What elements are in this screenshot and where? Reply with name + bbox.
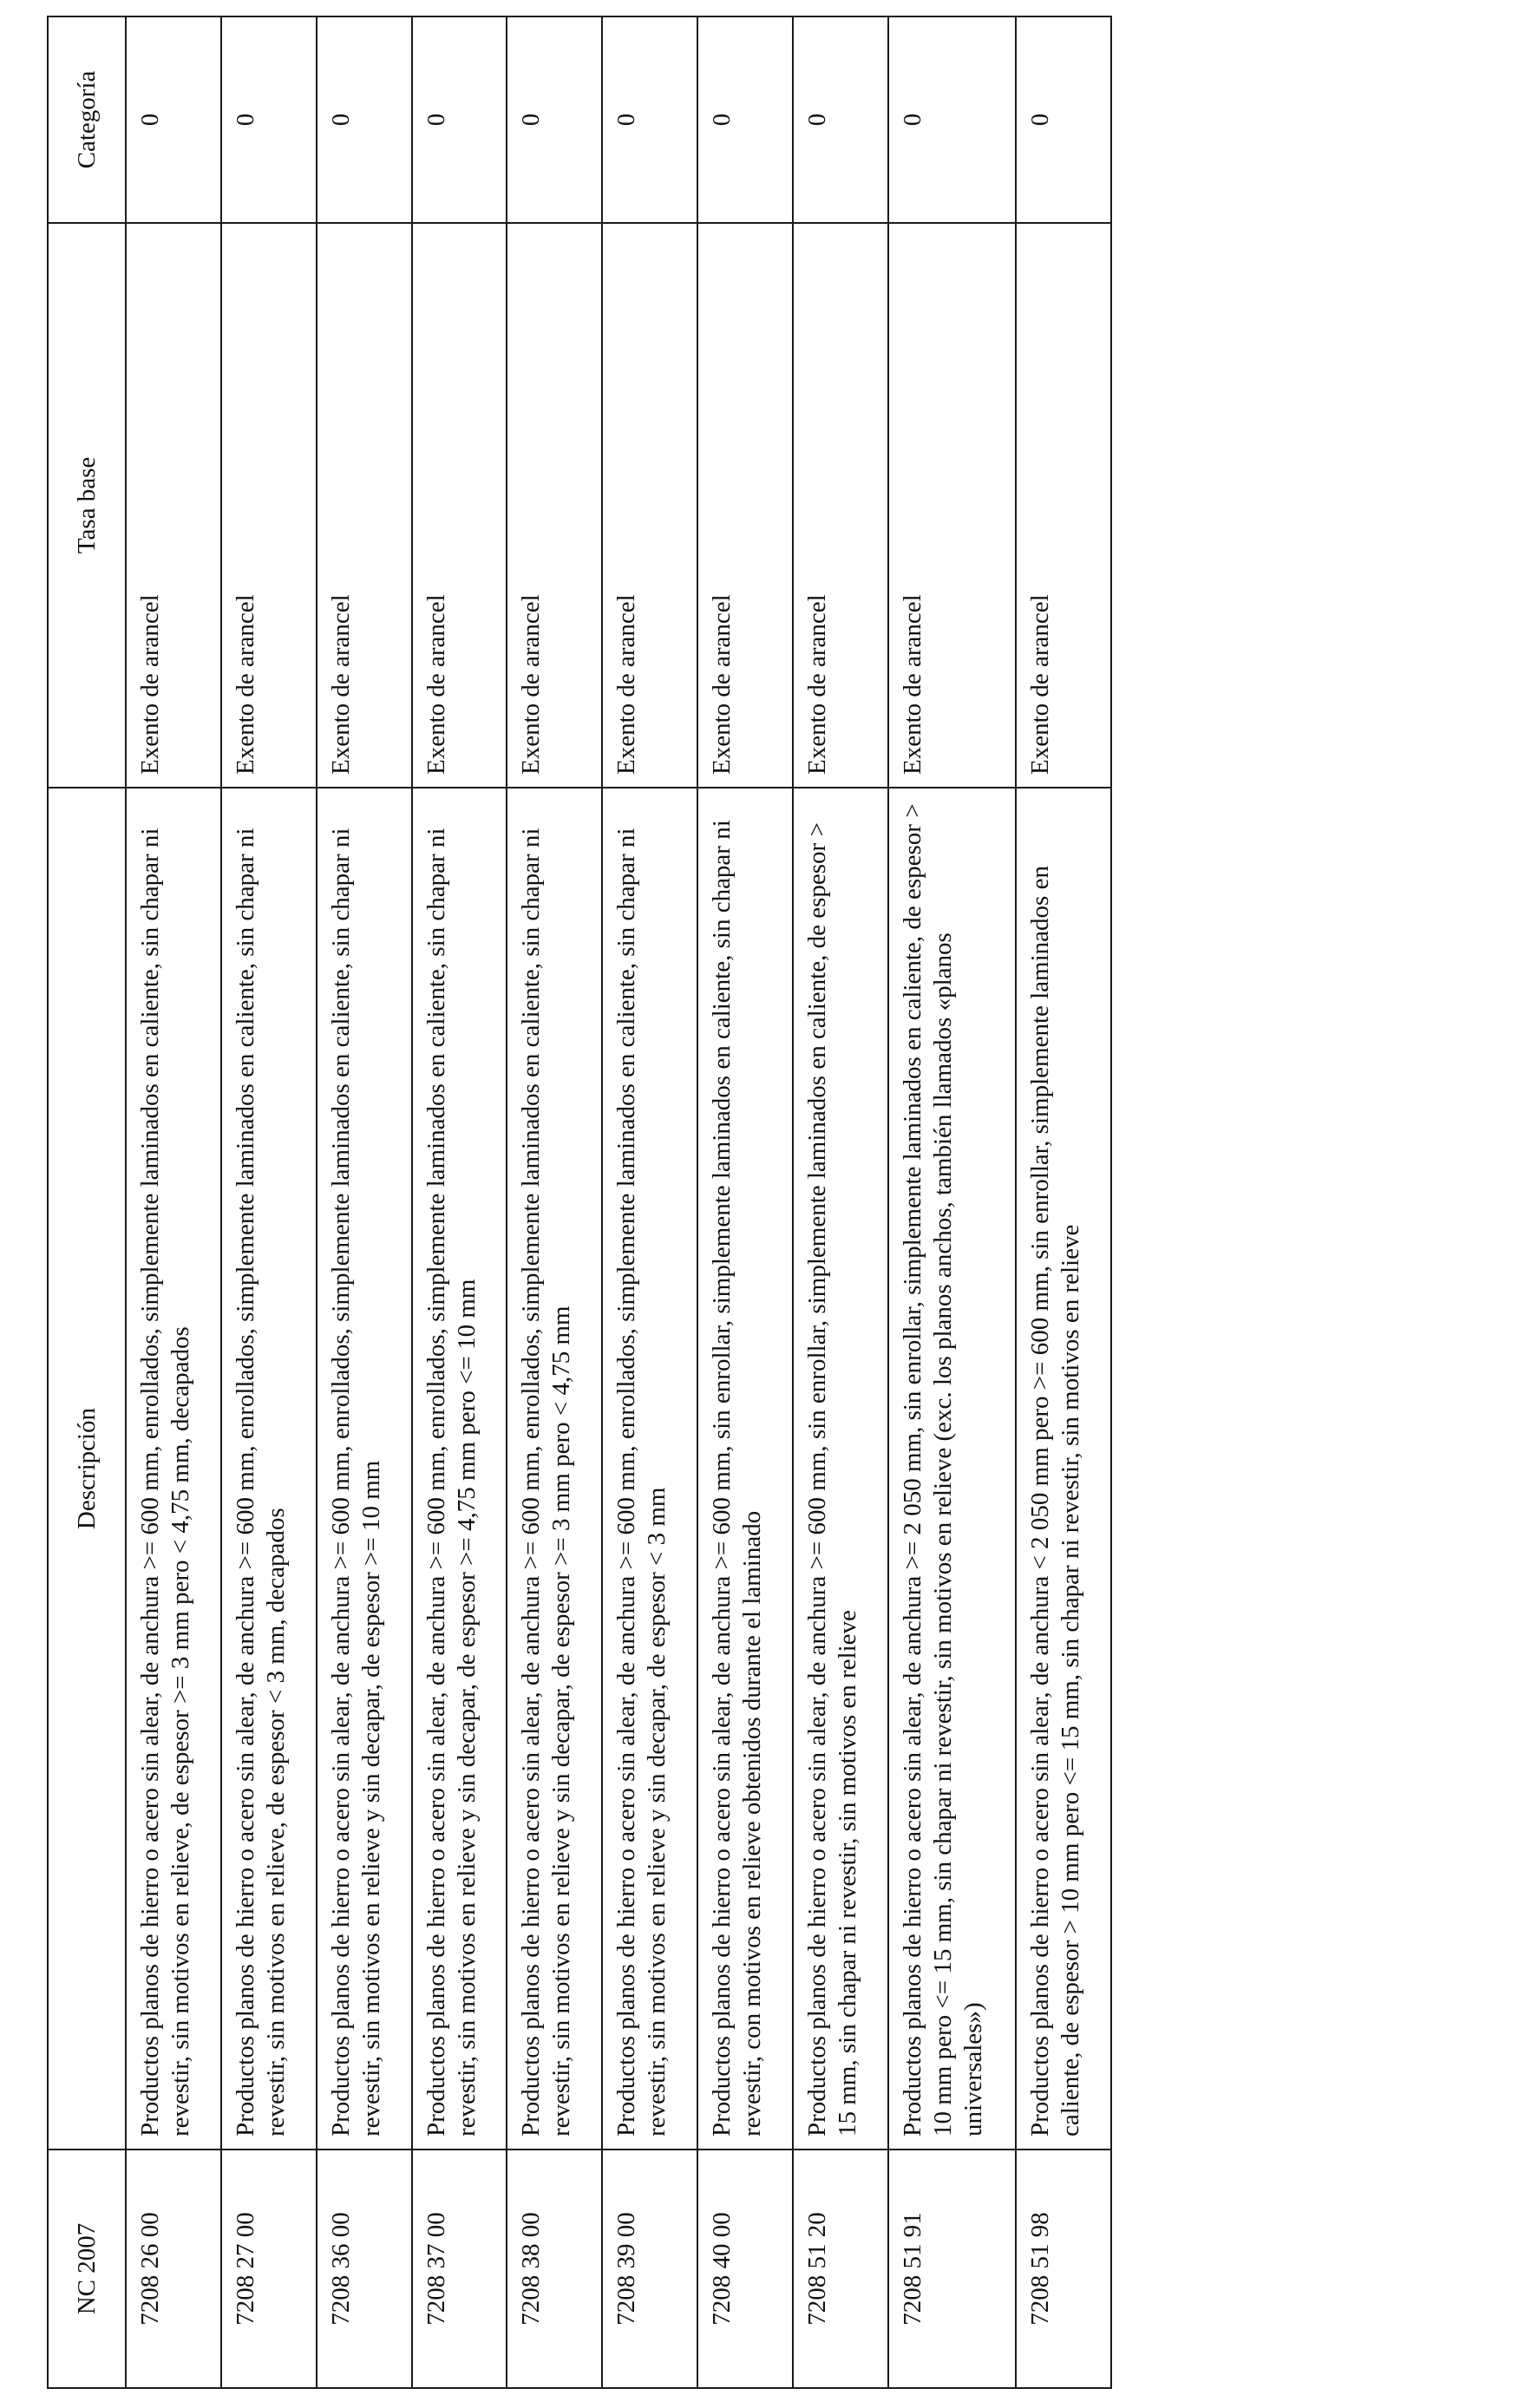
cell-category: 0 [602,16,697,223]
table-row [507,16,602,2388]
cell-code: 7208 37 00 [412,2150,507,2388]
cell-category: 0 [793,16,888,223]
cell-description: Productos planos de hierro o acero sin alear, de anchura >= 600 mm, enrollados, simplemente laminados en caliente, sin chapar ni revestir, sin motivos en relieve y sin decapar, de espesor >= 10 mm [317,788,412,2150]
cell-category: 0 [697,16,793,223]
cell-description: Productos planos de hierro o acero sin alear, de anchura < 2 050 mm pero >= 600 mm, sin enrollar, simplemente laminados en caliente, de espesor > 10 mm pero <= 15 mm, sin chapar ni revestir, sin motivos en relieve [1016,788,1111,2150]
cell-code: 7208 51 91 [888,2150,1016,2388]
cell-category: 0 [412,16,507,223]
header-nc-2007: NC 2007 [48,2150,126,2388]
cell-description: Productos planos de hierro o acero sin alear, de anchura >= 600 mm, enrollados, simplemente laminados en caliente, sin chapar ni revestir, sin motivos en relieve y sin decapar, de espesor < 3 mm [602,788,697,2150]
cell-category: 0 [507,16,602,223]
cell-code: 7208 51 98 [1016,2150,1111,2388]
header-base-rate: Tasa base [48,223,126,788]
cell-rate: Exento de arancel [697,223,793,788]
table-row [697,16,793,2388]
cell-description: Productos planos de hierro o acero sin alear, de anchura >= 600 mm, enrollados, simplemente laminados en caliente, sin chapar ni revestir, sin motivos en relieve y sin decapar, de espesor >= 3 mm pero < 4,75 mm [507,788,602,2150]
cell-category: 0 [221,16,317,223]
table-row [221,16,317,2388]
table-row [888,16,1016,2388]
cell-rate: Exento de arancel [126,223,221,788]
tariff-table [47,16,1112,2389]
cell-category: 0 [317,16,412,223]
cell-rate: Exento de arancel [412,223,507,788]
cell-rate: Exento de arancel [317,223,412,788]
rotated-table-container [47,17,1112,2389]
cell-rate: Exento de arancel [1016,223,1111,788]
cell-category: 0 [126,16,221,223]
header-category: Categoría [48,16,126,223]
table-row [793,16,888,2388]
cell-code: 7208 40 00 [697,2150,793,2388]
cell-rate: Exento de arancel [507,223,602,788]
table-row [412,16,507,2388]
table-row [602,16,697,2388]
cell-category: 0 [888,16,1016,223]
cell-description: Productos planos de hierro o acero sin alear, de anchura >= 600 mm, enrollados, simplemente laminados en caliente, sin chapar ni revestir, sin motivos en relieve y sin decapar, de espesor >= 4,75 mm pero <= 10 mm [412,788,507,2150]
cell-code: 7208 27 00 [221,2150,317,2388]
cell-description: Productos planos de hierro o acero sin alear, de anchura >= 600 mm, enrollados, simplemente laminados en caliente, sin chapar ni revestir, sin motivos en relieve, de espesor >= 3 mm pero < 4,75 mm, decapados [126,788,221,2150]
cell-code: 7208 39 00 [602,2150,697,2388]
cell-description: Productos planos de hierro o acero sin alear, de anchura >= 600 mm, sin enrollar, simplemente laminados en caliente, de espesor > 15 mm, sin chapar ni revestir, sin motivos en relieve [793,788,888,2150]
cell-rate: Exento de arancel [221,223,317,788]
cell-rate: Exento de arancel [793,223,888,788]
table-row [126,16,221,2388]
table-header-row [48,16,126,2388]
cell-description: Productos planos de hierro o acero sin alear, de anchura >= 2 050 mm, sin enrollar, simplemente laminados en caliente, de espesor > 10 mm pero <= 15 mm, sin chapar ni revestir, sin motivos en relieve (exc. los planos anchos, también llamados «planos universales») [888,788,1016,2150]
cell-code: 7208 38 00 [507,2150,602,2388]
cell-category: 0 [1016,16,1111,223]
cell-code: 7208 26 00 [126,2150,221,2388]
cell-rate: Exento de arancel [602,223,697,788]
table-row [1016,16,1111,2388]
cell-description: Productos planos de hierro o acero sin alear, de anchura >= 600 mm, sin enrollar, simplemente laminados en caliente, sin chapar ni revestir, con motivos en relieve obtenidos durante el laminado [697,788,793,2150]
header-description: Descripción [48,788,126,2150]
table-row [317,16,412,2388]
cell-code: 7208 51 20 [793,2150,888,2388]
cell-description: Productos planos de hierro o acero sin alear, de anchura >= 600 mm, enrollados, simplemente laminados en caliente, sin chapar ni revestir, sin motivos en relieve, de espesor < 3 mm, decapados [221,788,317,2150]
cell-rate: Exento de arancel [888,223,1016,788]
cell-code: 7208 36 00 [317,2150,412,2388]
